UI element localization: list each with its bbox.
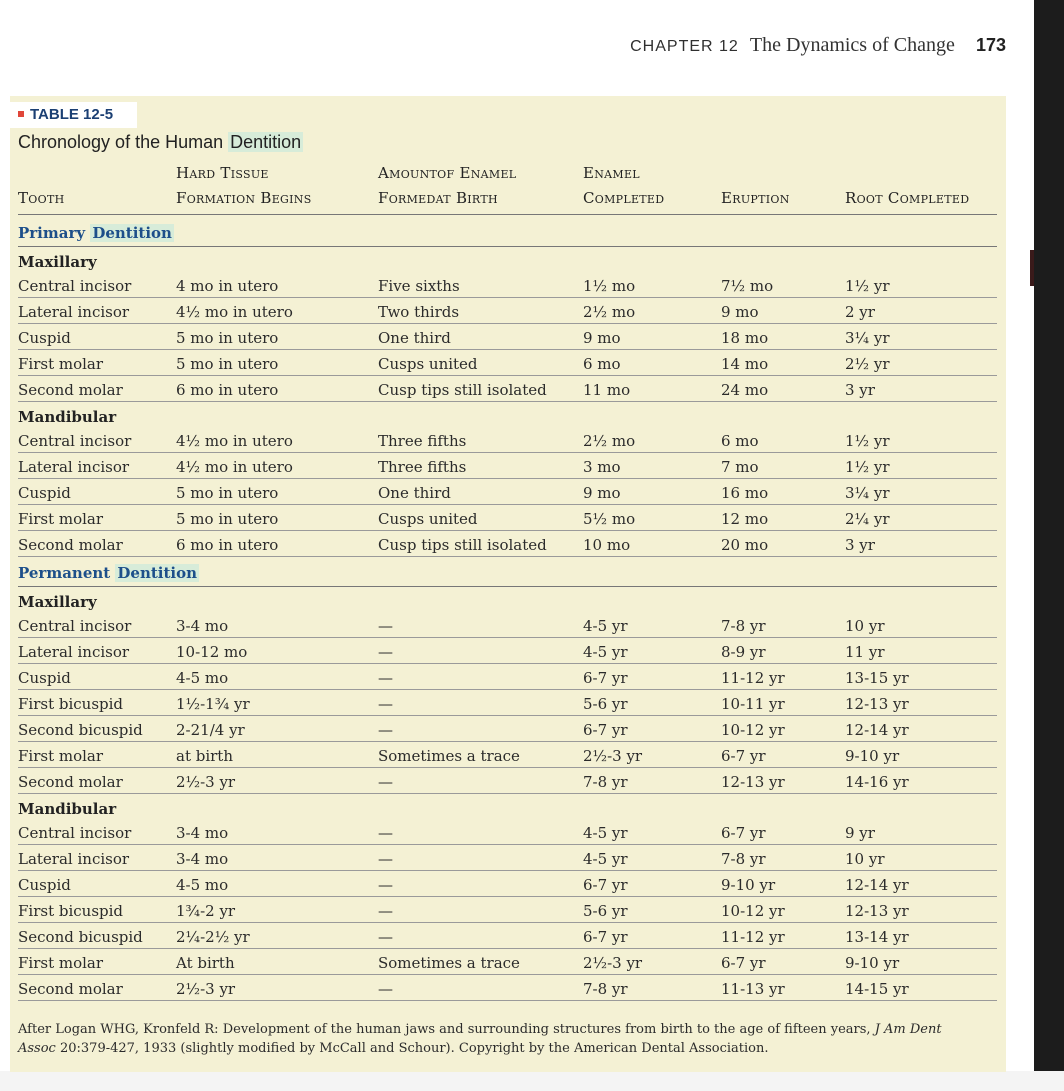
group-heading: Mandibular [18,800,117,818]
table-cell: 12-13 yr [845,902,909,920]
table-cell: — [378,928,393,946]
table-cell: 3-4 mo [176,617,229,635]
table-cell: Cuspid [18,329,71,347]
table-cell: 18 mo [721,329,769,347]
table-cell: 4-5 yr [583,850,628,868]
table-cell: 3 yr [845,381,875,399]
table-cell: at birth [176,747,233,765]
table-cell: 11-12 yr [721,669,785,687]
column-header: Formedat Birth [378,189,498,207]
table-title [18,132,303,153]
table-cell: 2½ yr [845,355,890,373]
table-cell: One third [378,329,451,347]
table-cell: 2½ mo [583,303,636,321]
table-cell: Cusp tips still isolated [378,381,547,399]
table-cell: 5-6 yr [583,902,628,920]
table-cell: 9 mo [583,484,621,502]
table-cell: 4½ mo in utero [176,432,293,450]
table-cell: 2½ mo [583,432,636,450]
table-cell: — [378,773,393,791]
table-cell: 6 mo in utero [176,536,279,554]
table-cell: 10-12 mo [176,643,248,661]
table-cell: First molar [18,355,104,373]
column-header: Enamel [583,164,640,182]
row-rule [18,1000,997,1001]
table-cell: 6-7 yr [721,954,766,972]
table-cell: — [378,669,393,687]
table-cell: 2½-3 yr [176,980,236,998]
column-header: Eruption [721,189,790,207]
table-label-text: TABLE 12-5 [30,106,114,123]
column-header: Amountof Enamel [378,164,517,182]
page-number: 173 [975,35,1006,55]
table-label [10,102,137,128]
table-cell: 5 mo in utero [176,355,279,373]
table-cell: — [378,850,393,868]
table-cell: Central incisor [18,824,132,842]
column-header: Formation Begins [176,189,312,207]
header-rule [18,214,997,215]
table-cell: — [378,695,393,713]
table-cell: 4-5 yr [583,617,628,635]
table-cell: Cuspid [18,669,71,687]
table-cell: 7-8 yr [721,617,766,635]
table-cell: 2 yr [845,303,875,321]
table-cell: First molar [18,510,104,528]
table-cell: 13-15 yr [845,669,909,687]
table-title-highlight: Dentition [230,132,302,152]
table-cell: Central incisor [18,617,132,635]
table-row [10,505,1006,531]
table-cell: 4-5 mo [176,669,229,687]
column-header: Root Completed [845,189,970,207]
table-row [10,376,1006,402]
table-cell: 12-13 yr [721,773,785,791]
section-heading-highlight: Dentition [117,564,198,582]
table-cell: 13-14 yr [845,928,909,946]
table-cell: 2½-3 yr [583,747,643,765]
table-row [10,949,1006,975]
table-cell: Central incisor [18,277,132,295]
table-cell: 10-11 yr [721,695,785,713]
table-row [10,871,1006,897]
table-row [10,324,1006,350]
table-cell: 2¼ yr [845,510,890,528]
table-row [10,531,1006,557]
table-cell: 8-9 yr [721,643,766,661]
table-cell: 3¼ yr [845,484,890,502]
table-cell: 2½-3 yr [583,954,643,972]
table-row [10,897,1006,923]
table-cell: Cusps united [378,510,478,528]
table-cell: 1½ yr [845,432,890,450]
table-cell: 6 mo [583,355,621,373]
table-cell: 9-10 yr [845,954,900,972]
table-cell: Sometimes a trace [378,954,520,972]
table-row [10,742,1006,768]
table-cell: Second molar [18,773,123,791]
table-cell: First bicuspid [18,902,124,920]
page-edge-marker [1030,250,1034,286]
section-rule [18,586,997,587]
table-title-text: Chronology of the Human [18,132,229,152]
table-row [10,298,1006,324]
table-cell: Three fifths [378,458,467,476]
row-rule [18,401,997,402]
table-cell: Sometimes a trace [378,747,520,765]
table-cell: 12-14 yr [845,721,909,739]
table-cell: Cuspid [18,876,71,894]
table-cell: One third [378,484,451,502]
table-cell: Lateral incisor [18,303,130,321]
section-rule [18,246,997,247]
table-panel [10,96,1006,1072]
table-cell: — [378,980,393,998]
table-cell: First bicuspid [18,695,124,713]
table-cell: 6-7 yr [721,824,766,842]
table-cell: — [378,721,393,739]
table-cell: 7-8 yr [721,850,766,868]
table-cell: 1½-1¾ yr [176,695,250,713]
table-cell: 7-8 yr [583,980,628,998]
table-cell: Second molar [18,381,123,399]
row-rule [18,793,997,794]
table-cell: First molar [18,747,104,765]
bullet-square-icon [18,111,24,117]
group-heading: Maxillary [18,253,97,271]
table-cell: 7-8 yr [583,773,628,791]
table-cell: 1½ mo [583,277,636,295]
table-cell: 1¾-2 yr [176,902,236,920]
table-cell: 6 mo [721,432,759,450]
column-header: Completed [583,189,665,207]
table-cell: Cuspid [18,484,71,502]
table-cell: 5½ mo [583,510,636,528]
column-header: Hard Tissue [176,164,269,182]
chapter-title: The Dynamics of Change [749,34,955,56]
table-row [10,845,1006,871]
table-cell: 1½ yr [845,277,890,295]
table-cell: 4-5 yr [583,643,628,661]
table-cell: 10 mo [583,536,631,554]
table-cell: 24 mo [721,381,769,399]
table-cell: 7½ mo [721,277,774,295]
page-bottom-margin [0,1071,1064,1091]
table-cell: 4-5 yr [583,824,628,842]
table-cell: 10-12 yr [721,902,785,920]
table-cell: Three fifths [378,432,467,450]
table-row [10,690,1006,716]
table-row [10,664,1006,690]
section-heading [18,224,174,242]
table-cell: 2-21/4 yr [176,721,245,739]
table-cell: 5 mo in utero [176,329,279,347]
footnote-text: After Logan WHG, Kronfeld R: Development of the human jaws and surrounding structures from birth to the age of fifteen years, [18,1022,875,1037]
table-cell: Central incisor [18,432,132,450]
table-row [10,453,1006,479]
table-cell: 12-13 yr [845,695,909,713]
table-cell: 11 yr [845,643,885,661]
table-cell: 3¼ yr [845,329,890,347]
table-row [10,427,1006,453]
table-footnote [18,1020,978,1058]
table-row [10,819,1006,845]
table-cell: 4-5 mo [176,876,229,894]
table-cell: Lateral incisor [18,458,130,476]
table-row [10,923,1006,949]
group-heading: Mandibular [18,408,117,426]
table-cell: 6-7 yr [721,747,766,765]
table-cell: 3 yr [845,536,875,554]
table-cell: — [378,824,393,842]
table-cell: At birth [176,954,235,972]
table-cell: 20 mo [721,536,769,554]
table-cell: 6 mo in utero [176,381,279,399]
section-heading-text: Permanent [18,564,116,582]
footnote-journal: J Am Dent Assoc [18,1022,942,1056]
group-heading: Maxillary [18,593,97,611]
table-cell: 6-7 yr [583,876,628,894]
table-cell: 9 yr [845,824,875,842]
footnote-text-end: 20:379-427, 1933 (slightly modified by McCall and Schour). Copyright by the American Dental Association. [55,1041,769,1056]
table-cell: Two thirds [378,303,460,321]
table-cell: First molar [18,954,104,972]
table-cell: Second molar [18,536,123,554]
table-cell: Lateral incisor [18,643,130,661]
table-cell: Cusps united [378,355,478,373]
running-head [630,34,1006,57]
table-cell: 1½ yr [845,458,890,476]
table-cell: — [378,876,393,894]
section-heading-text: Primary [18,224,91,242]
table-cell: 10 yr [845,617,885,635]
table-cell: Second bicuspid [18,928,143,946]
table-cell: — [378,617,393,635]
table-cell: 3-4 mo [176,850,229,868]
table-cell: Five sixths [378,277,460,295]
table-row [10,350,1006,376]
table-cell: 10 yr [845,850,885,868]
table-cell: 3 mo [583,458,621,476]
table-cell: 7 mo [721,458,759,476]
table-cell: 5 mo in utero [176,484,279,502]
table-cell: 2½-3 yr [176,773,236,791]
table-cell: 4½ mo in utero [176,458,293,476]
table-cell: 11-12 yr [721,928,785,946]
table-cell: Second molar [18,980,123,998]
table-cell: 14-15 yr [845,980,909,998]
table-cell: 10-12 yr [721,721,785,739]
table-row [10,975,1006,1001]
section-heading-highlight: Dentition [92,224,172,242]
table-cell: — [378,902,393,920]
table-cell: 6-7 yr [583,669,628,687]
chapter-label: CHAPTER 12 [630,38,739,55]
table-cell: 5 mo in utero [176,510,279,528]
column-header: Tooth [18,189,65,207]
table-cell: 11 mo [583,381,631,399]
table-cell: 6-7 yr [583,928,628,946]
table-row [10,272,1006,298]
table-cell: 9 mo [721,303,759,321]
table-cell: 5-6 yr [583,695,628,713]
table-cell: 12 mo [721,510,769,528]
table-cell: 11-13 yr [721,980,785,998]
table-cell: 2¼-2½ yr [176,928,250,946]
table-cell: 4½ mo in utero [176,303,293,321]
section-heading [18,564,199,582]
table-row [10,479,1006,505]
table-cell: 12-14 yr [845,876,909,894]
table-cell: 9-10 yr [721,876,776,894]
table-cell: 14 mo [721,355,769,373]
table-row [10,612,1006,638]
table-cell: Second bicuspid [18,721,143,739]
table-row [10,768,1006,794]
table-cell: 4 mo in utero [176,277,279,295]
table-cell: 6-7 yr [583,721,628,739]
table-cell: 9-10 yr [845,747,900,765]
table-cell: 3-4 mo [176,824,229,842]
table-cell: Lateral incisor [18,850,130,868]
table-row [10,716,1006,742]
table-cell: 14-16 yr [845,773,909,791]
table-cell: 16 mo [721,484,769,502]
table-cell: — [378,643,393,661]
table-cell: 9 mo [583,329,621,347]
table-row [10,638,1006,664]
row-rule [18,556,997,557]
page-edge-shadow [1034,0,1064,1091]
table-cell: Cusp tips still isolated [378,536,547,554]
